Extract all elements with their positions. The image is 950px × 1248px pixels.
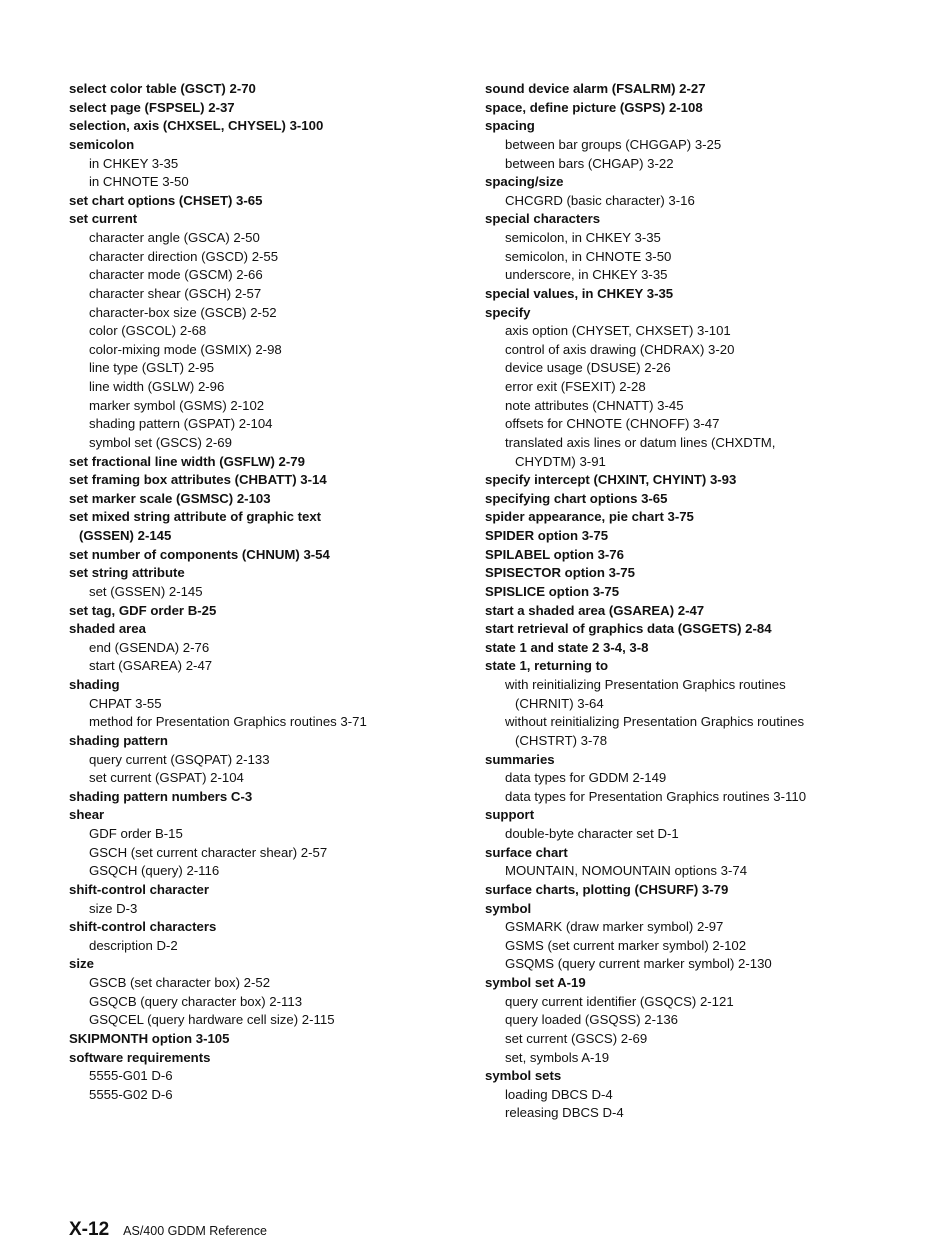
index-entry: start a shaded area (GSAREA) 2-47 [485, 602, 705, 618]
index-entry: set marker scale (GSMSC) 2-103 [69, 490, 271, 506]
index-subentry: marker symbol (GSMS) 2-102 [89, 397, 265, 413]
index-entry: set current [69, 211, 138, 227]
index-subentry: GSQCB (query character box) 2-113 [89, 993, 303, 1009]
page-footer [69, 1219, 267, 1241]
index-entry: set framing box attributes (CHBATT) 3-14 [69, 472, 327, 488]
index-subentry: control of axis drawing (CHDRAX) 3-20 [505, 341, 735, 357]
index-subentry: symbol set (GSCS) 2-69 [89, 434, 232, 450]
index-subentry: translated axis lines or datum lines (CHXDTM, [505, 434, 776, 450]
index-entry: special values, in CHKEY 3-35 [485, 285, 674, 301]
index-entry: state 1, returning to [485, 658, 609, 674]
index-entry: symbol set A-19 [485, 975, 586, 990]
index-entry: start retrieval of graphics data (GSGETS) 2-84 [485, 621, 772, 637]
index-subentry: shading pattern (GSPAT) 2-104 [89, 416, 273, 432]
index-subentry: CHPAT 3-55 [89, 695, 162, 711]
index-entry: state 1 and state 2 3-4, 3-8 [485, 639, 649, 655]
index-subentry: (CHRNIT) 3-64 [515, 695, 604, 711]
index-subentry: offsets for CHNOTE (CHNOFF) 3-47 [505, 416, 720, 432]
index-subentry: color-mixing mode (GSMIX) 2-98 [89, 341, 282, 357]
index-entry: set number of components (CHNUM) 3-54 [69, 546, 330, 562]
index-subentry: note attributes (CHNATT) 3-45 [505, 397, 684, 413]
index-subentry: character mode (GSCM) 2-66 [89, 267, 263, 283]
index-entry: set fractional line width (GSFLW) 2-79 [69, 453, 305, 469]
index-subentry: data types for GDDM 2-149 [505, 770, 667, 786]
index-subentry: line type (GSLT) 2-95 [89, 360, 215, 376]
index-entry: set string attribute [69, 565, 185, 581]
index-subentry: between bar groups (CHGGAP) 3-25 [505, 136, 722, 152]
index-entry: SPISLICE option 3-75 [485, 583, 620, 599]
index-entry: space, define picture (GSPS) 2-108 [485, 99, 703, 115]
index-entry: size [69, 956, 94, 972]
index-subentry: character angle (GSCA) 2-50 [89, 230, 260, 245]
index-entry: shift-control characters [69, 919, 217, 935]
index-entry: (GSSEN) 2-145 [79, 528, 172, 543]
index-entry: spacing/size [485, 174, 564, 190]
index-entry: sound device alarm (FSALRM) 2-27 [485, 81, 706, 96]
index-subentry: GSMS (set current marker symbol) 2-102 [505, 937, 747, 953]
index-subentry: GSCH (set current character shear) 2-57 [89, 844, 328, 860]
index-subentry: character direction (GSCD) 2-55 [89, 248, 279, 264]
index-entry: set chart options (CHSET) 3-65 [69, 192, 263, 208]
index-subentry: GSCB (set character box) 2-52 [89, 975, 271, 990]
index-entry: specifying chart options 3-65 [485, 490, 668, 506]
index-subentry: CHYDTM) 3-91 [515, 453, 606, 469]
index-subentry: axis option (CHYSET, CHXSET) 3-101 [505, 323, 731, 339]
index-entry: symbol sets [485, 1068, 562, 1084]
index-entry: SKIPMONTH option 3-105 [69, 1030, 230, 1046]
index-subentry: semicolon, in CHKEY 3-35 [505, 230, 661, 245]
index-entry: select color table (GSCT) 2-70 [69, 81, 256, 96]
index-subentry: GSQMS (query current marker symbol) 2-130 [505, 956, 772, 972]
index-subentry: 5555-G01 D-6 [89, 1068, 173, 1084]
index-subentry: between bars (CHGAP) 3-22 [505, 155, 674, 171]
index-subentry: line width (GSLW) 2-96 [89, 379, 225, 394]
index-entry: shear [69, 807, 105, 823]
index-subentry: set current (GSCS) 2-69 [505, 1030, 648, 1046]
index-subentry: set (GSSEN) 2-145 [89, 583, 203, 599]
index-entry: summaries [485, 751, 555, 767]
index-column-right [485, 80, 925, 1123]
index-entry: semicolon [69, 136, 135, 152]
index-subentry: method for Presentation Graphics routines 3-71 [89, 714, 367, 730]
index-entry: SPISECTOR option 3-75 [485, 565, 635, 581]
index-subentry: start (GSAREA) 2-47 [89, 658, 213, 674]
index-subentry: size D-3 [89, 900, 138, 916]
index-subentry: in CHKEY 3-35 [89, 155, 179, 171]
index-subentry: GSQCEL (query hardware cell size) 2-115 [89, 1012, 335, 1028]
index-entry: SPILABEL option 3-76 [485, 546, 624, 562]
index-entry: SPIDER option 3-75 [485, 528, 609, 543]
index-entry: software requirements [69, 1049, 211, 1065]
index-entry: shading pattern [69, 732, 168, 748]
index-subentry: end (GSENDA) 2-76 [89, 639, 210, 655]
index-subentry: GSQCH (query) 2-116 [89, 863, 220, 879]
index-subentry: set current (GSPAT) 2-104 [89, 770, 244, 786]
index-entry: specify intercept (CHXINT, CHYINT) 3-93 [485, 472, 737, 488]
index-entry: spacing [485, 118, 535, 134]
index-subentry: releasing DBCS D-4 [505, 1105, 624, 1121]
index-subentry: error exit (FSEXIT) 2-28 [505, 379, 646, 394]
index-subentry: with reinitializing Presentation Graphics routines [505, 677, 786, 692]
index-entry: shading [69, 677, 120, 692]
index-subentry: GDF order B-15 [89, 826, 183, 841]
index-entry: specify [485, 304, 531, 320]
index-subentry: set, symbols A-19 [505, 1049, 610, 1065]
index-entry: set tag, GDF order B-25 [69, 602, 217, 618]
index-entry: shading pattern numbers C-3 [69, 788, 253, 804]
page-number: X-12 [69, 1219, 110, 1240]
index-subentry: query current (GSQPAT) 2-133 [89, 751, 270, 767]
index-subentry: character shear (GSCH) 2-57 [89, 285, 262, 301]
index-subentry: description D-2 [89, 937, 178, 953]
index-subentry: 5555-G02 D-6 [89, 1086, 173, 1102]
index-subentry: device usage (DSUSE) 2-26 [505, 360, 671, 376]
index-subentry: without reinitializing Presentation Graphics routines [505, 714, 805, 730]
index-entry: special characters [485, 211, 601, 227]
index-entry: surface charts, plotting (CHSURF) 3-79 [485, 881, 729, 897]
index-entry: spider appearance, pie chart 3-75 [485, 509, 694, 525]
index-subentry: in CHNOTE 3-50 [89, 174, 189, 190]
index-column-left [69, 80, 469, 1104]
index-subentry: loading DBCS D-4 [505, 1086, 613, 1102]
index-entry: support [485, 807, 535, 823]
index-entry: surface chart [485, 844, 568, 860]
index-subentry: underscore, in CHKEY 3-35 [505, 267, 668, 283]
index-subentry: query loaded (GSQSS) 2-136 [505, 1012, 678, 1028]
book-title: AS/400 GDDM Reference [123, 1224, 267, 1238]
index-subentry: MOUNTAIN, NOMOUNTAIN options 3-74 [505, 863, 748, 879]
index-subentry: GSMARK (draw marker symbol) 2-97 [505, 919, 724, 935]
index-subentry: double-byte character set D-1 [505, 826, 679, 841]
index-subentry: character-box size (GSCB) 2-52 [89, 304, 277, 320]
index-subentry: color (GSCOL) 2-68 [89, 323, 207, 339]
index-entry: shaded area [69, 621, 146, 637]
index-entry: shift-control character [69, 881, 209, 897]
index-subentry: query current identifier (GSQCS) 2-121 [505, 993, 734, 1009]
index-entry: set mixed string attribute of graphic text [69, 509, 322, 525]
index-entry: select page (FSPSEL) 2-37 [69, 99, 235, 115]
index-subentry: data types for Presentation Graphics routines 3-110 [505, 788, 807, 804]
index-subentry: semicolon, in CHNOTE 3-50 [505, 248, 672, 264]
index-entry: selection, axis (CHXSEL, CHYSEL) 3-100 [69, 118, 324, 134]
index-subentry: CHCGRD (basic character) 3-16 [505, 192, 695, 208]
index-entry: symbol [485, 900, 532, 916]
index-subentry: (CHSTRT) 3-78 [515, 732, 608, 748]
